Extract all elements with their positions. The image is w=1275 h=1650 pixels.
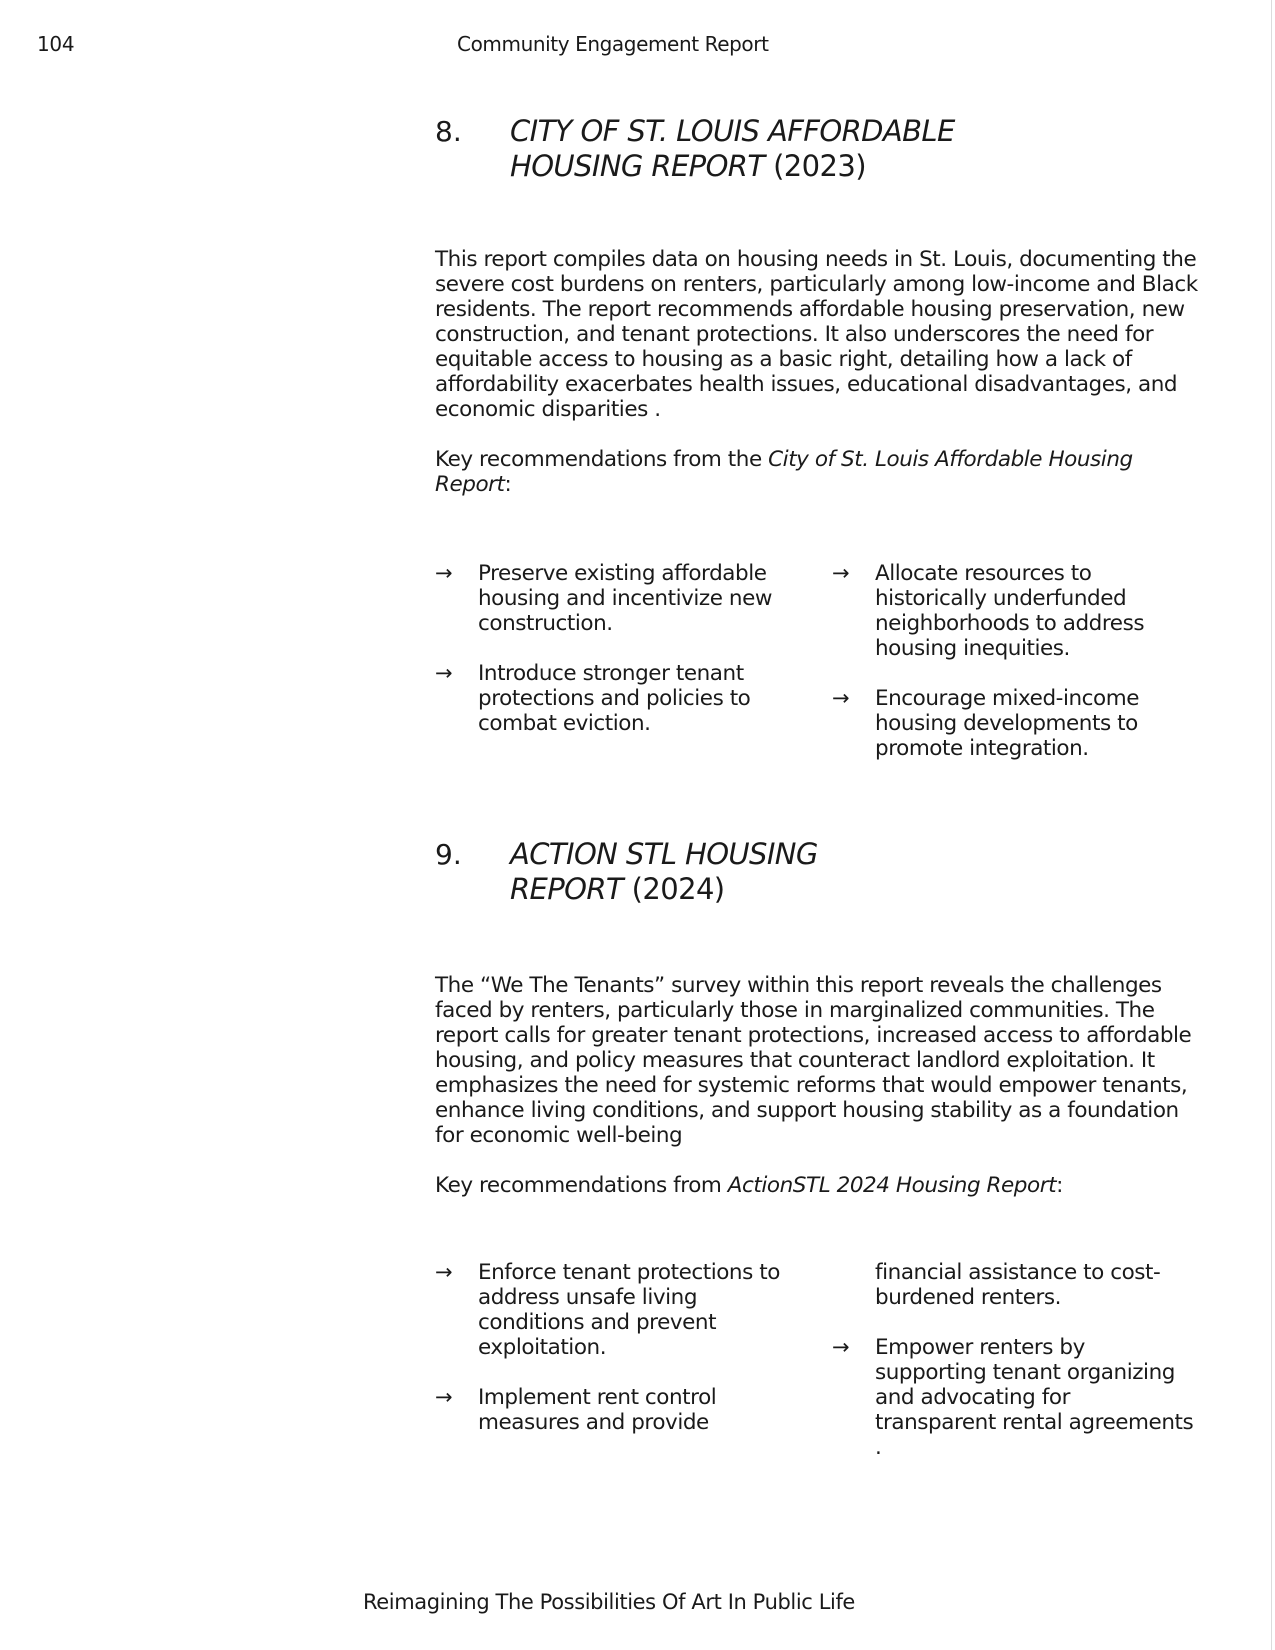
list-item-text: Introduce stronger tenant protections and policies to combat eviction.: [478, 661, 751, 736]
arrow-right-icon: →: [435, 561, 453, 585]
arrow-right-icon: →: [435, 1385, 453, 1409]
source-title: City of St. Louis Affordable Housing Report: [435, 447, 1133, 497]
list-item-text: Allocate resources to historically underfunded neighborhoods to address housing inequities.: [875, 561, 1145, 661]
section-title: [510, 114, 1030, 184]
running-header: Community Engagement Report: [457, 32, 769, 56]
source-title: ActionSTL 2024 Housing Report: [727, 1173, 1057, 1198]
arrow-right-icon: →: [832, 686, 850, 710]
section-title-line1: ACTION STL HOUSING: [510, 837, 818, 871]
section-heading: [435, 114, 1210, 194]
section-8: [435, 114, 1210, 761]
page-number: 104: [37, 32, 75, 56]
arrow-right-icon: →: [435, 1260, 453, 1284]
section-title-line2: HOUSING REPORT: [510, 149, 765, 183]
list-item-text: financial assistance to cost-burdened renters.: [875, 1260, 1161, 1310]
section-9: [435, 837, 1210, 1460]
page-edge-divider: [1271, 0, 1272, 1650]
recommendations-lead-in: Key recommendations from ActionSTL 2024 Housing Report:: [435, 1173, 1063, 1198]
section-year: (2024): [623, 872, 725, 906]
section-number: 9.: [435, 838, 462, 871]
list-item-text: Implement rent control measures and provide: [478, 1385, 717, 1435]
section-number: 8.: [435, 115, 462, 148]
footer-publication-title: Reimagining The Possibilities Of Art In Public Life: [363, 1590, 855, 1614]
section-title: [510, 837, 1030, 907]
list-item-text: Preserve existing affordable housing and incentivize new construction.: [478, 561, 772, 636]
recommendations-list: [435, 1260, 1210, 1460]
list-item-text: Empower renters by supporting tenant organizing and advocating for transparent rental agreements .: [875, 1335, 1194, 1460]
section-title-line2: REPORT: [510, 872, 624, 906]
list-item-text: Encourage mixed-income housing developments to promote integration.: [875, 686, 1139, 761]
arrow-right-icon: →: [435, 661, 453, 685]
section-heading: [435, 837, 1210, 917]
arrow-right-icon: →: [832, 561, 850, 585]
list-item-text: Enforce tenant protections to address unsafe living conditions and prevent exploitation.: [478, 1260, 780, 1360]
recommendations-lead-in: Key recommendations from the City of St. Louis Affordable Housing Report:: [435, 447, 1133, 497]
section-body: The “We The Tenants” survey within this report reveals the challenges faced by renters, particularly those in marginalized communities. The report calls for greater tenant protections, increased access to affordable housing, and policy measures that counteract landlord exploitation. It emphasizes the need for systemic reforms that would empower tenants, enhance living conditions, and support housing stability as a foundation for economic well-being: [435, 973, 1192, 1148]
section-title-line1: CITY OF ST. LOUIS AFFORDABLE: [510, 114, 955, 148]
section-year: (2023): [764, 149, 866, 183]
arrow-right-icon: →: [832, 1335, 850, 1359]
recommendations-list: [435, 561, 1210, 761]
section-body: This report compiles data on housing needs in St. Louis, documenting the severe cost burdens on renters, particularly among low-income and Black residents. The report recommends affordable housing preservation, new construction, and tenant protections. It also underscores the need for equitable access to housing as a basic right, detailing how a lack of affordability exacerbates health issues, educational disadvantages, and economic disparities .: [435, 247, 1198, 422]
